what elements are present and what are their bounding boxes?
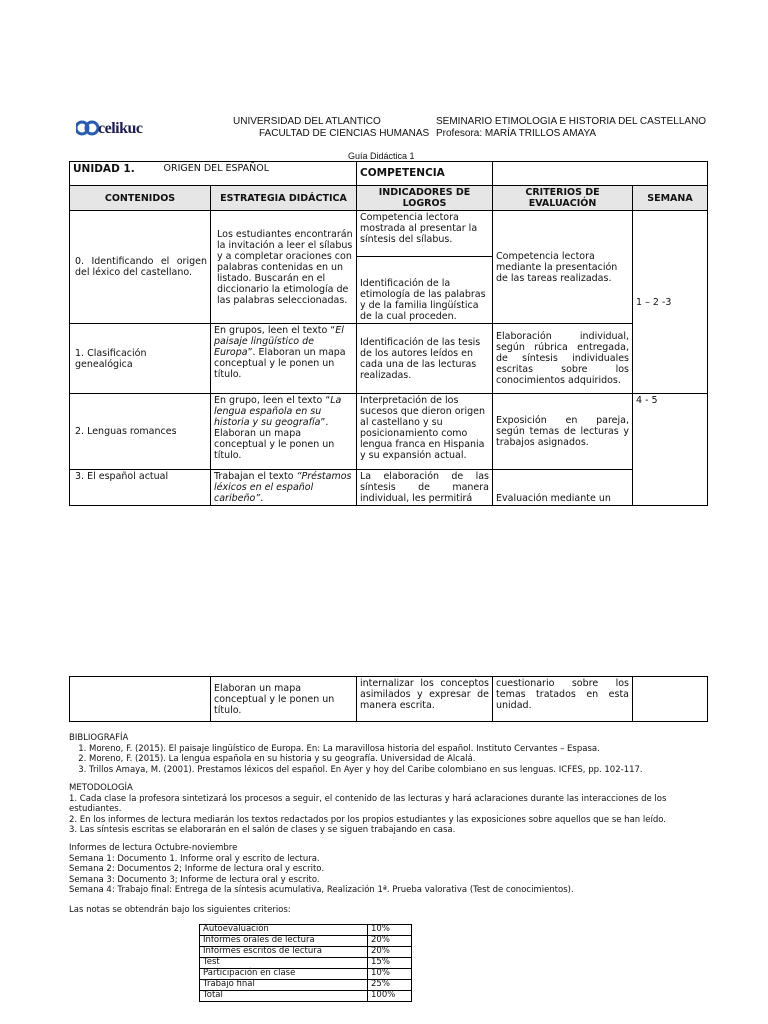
notas-intro: Las notas se obtendrán bajo los siguientes criterios: bbox=[69, 905, 291, 915]
grades-row bbox=[200, 925, 412, 936]
cont-estrategia: Elaboran un mapa conceptual y le ponen un título. bbox=[211, 677, 357, 722]
bibliografia-section bbox=[69, 733, 709, 775]
grade-criterion: Autoevaluación bbox=[200, 925, 368, 936]
row3-contenido: 3. El español actual bbox=[70, 470, 211, 506]
row0-semana: 1 – 2 -3 bbox=[633, 211, 708, 394]
informes-section bbox=[69, 843, 709, 896]
row0-criterio: Competencia lectora mediante la presentación de las tareas realizadas. bbox=[493, 211, 633, 324]
row2-criterio: Exposición en pareja, según temas de lecturas y trabajos asignados. bbox=[493, 394, 633, 470]
header-indicadores: INDICADORES DE LOGROS bbox=[357, 186, 493, 211]
header-estrategia: ESTRATEGIA DIDÁCTICA bbox=[211, 186, 357, 211]
grades-row bbox=[200, 936, 412, 947]
row0-estrategia: Los estudiantes encontrarán la invitación a leer el sílabus y a completar oraciones con palabras contenidas en un listado. Buscarán en el diccionario la etimología de las palabras seleccionadas. bbox=[211, 211, 357, 324]
grade-criterion: Informes orales de lectura bbox=[200, 936, 368, 947]
metodologia-title: METODOLOGÍA bbox=[69, 783, 133, 793]
grade-criterion: Informes escritos de lectura bbox=[200, 947, 368, 958]
grade-criterion: Trabajo final bbox=[200, 980, 368, 991]
bibliografia-item: 2. Moreno, F. (2015). La lengua española en su historia y su geografía. Universidad de Alcalá. bbox=[89, 754, 709, 765]
informes-item: Semana 3: Documento 3; Informe de lectura oral y escrito. bbox=[69, 874, 320, 885]
grade-percent: 25% bbox=[368, 980, 412, 991]
grades-table bbox=[199, 924, 412, 1002]
university-name: UNIVERSIDAD DEL ATLANTICO bbox=[233, 116, 381, 127]
cont-semana bbox=[633, 677, 708, 722]
grade-percent: 20% bbox=[368, 947, 412, 958]
informes-item: Semana 2: Documentos 2; Informe de lectura oral y escrito. bbox=[69, 864, 325, 874]
informes-title: Informes de lectura Octubre-noviembre bbox=[69, 843, 238, 853]
competencia-value bbox=[493, 162, 708, 186]
grades-row bbox=[200, 980, 412, 991]
bibliografia-item: 3. Trillos Amaya, M. (2001). Prestamos léxicos del español. En Ayer y hoy del Caribe colombiano en sus lenguas. ICFES, pp. 102-117. bbox=[89, 765, 709, 776]
grade-criterion: Participación en clase bbox=[200, 969, 368, 980]
header-contenidos: CONTENIDOS bbox=[70, 186, 211, 211]
header-semana: SEMANA bbox=[633, 186, 708, 211]
grade-percent: 10% bbox=[368, 969, 412, 980]
row1-criterio: Elaboración individual, según rúbrica entregada, de síntesis individuales escritas sobre los conocimientos adquiridos. bbox=[493, 324, 633, 394]
teacher-name: Profesora: MARÍA TRILLOS AMAYA bbox=[436, 128, 597, 139]
row0-indicador-b: Identificación de la etimología de las palabras y de la familia lingüística de la cual proceden. bbox=[357, 257, 493, 324]
grades-row bbox=[200, 991, 412, 1002]
row3-indicador: La elaboración de las síntesis de manera individual, les permitirá bbox=[357, 470, 493, 506]
row3-estrategia: Trabajan el texto “Préstamos léxicos en el español caribeño”. bbox=[211, 470, 357, 506]
grades-row bbox=[200, 969, 412, 980]
grade-criterion: Total bbox=[200, 991, 368, 1002]
competencia-label: COMPETENCIA bbox=[357, 162, 493, 186]
bibliografia-title: BIBLIOGRAFÍA bbox=[69, 733, 129, 743]
row3-criterio: Evaluación mediante un bbox=[493, 470, 633, 506]
row1-contenido: 1. Clasificación genealógica bbox=[70, 324, 211, 394]
cont-indicador: internalizar los conceptos asimilados y expresar de manera escrita. bbox=[357, 677, 493, 722]
grades-row bbox=[200, 947, 412, 958]
grade-criterion: Test bbox=[200, 958, 368, 969]
row2-estrategia: En grupo, leen el texto “La lengua española en su historia y su geografía”. Elaboran un mapa conceptual y le ponen un título. bbox=[211, 394, 357, 470]
row1-indicador: Identificación de las tesis de los autores leídos en cada una de las lecturas realizadas. bbox=[357, 324, 493, 394]
row2-semana: 4 - 5 bbox=[633, 394, 708, 506]
unidad-label: UNIDAD 1. bbox=[70, 162, 211, 186]
guide-title: Guía Didáctica 1 bbox=[348, 151, 415, 161]
grade-percent: 20% bbox=[368, 936, 412, 947]
metodologia-section bbox=[69, 783, 699, 836]
metodologia-item: 2. En los informes de lectura mediarán los textos redactados por los propios estudiantes y las exposiciones sobre aquellos que se han leído. bbox=[69, 814, 666, 825]
grades-row bbox=[200, 958, 412, 969]
cont-contenido bbox=[70, 677, 211, 722]
grade-percent: 100% bbox=[368, 991, 412, 1002]
unidad-value: ORIGEN DEL ESPAÑOL bbox=[156, 162, 302, 186]
guide-table bbox=[69, 161, 708, 506]
informes-item: Semana 4: Trabajo final: Entrega de la síntesis acumulativa, Realización 1ª. Prueba valorativa (Test de conocimientos). bbox=[69, 885, 574, 895]
bibliografia-item: 1. Moreno, F. (2015). El paisaje lingüístico de Europa. En: La maravillosa historia del español. Instituto Cervantes – Espasa. bbox=[89, 744, 709, 755]
logo-text: celikuc bbox=[98, 120, 143, 137]
seminar-title: SEMINARIO ETIMOLOGIA E HISTORIA DEL CASTELLANO bbox=[436, 116, 707, 127]
logo-mark-icon bbox=[76, 120, 100, 136]
celikuc-logo bbox=[76, 120, 191, 138]
row2-indicador: Interpretación de los sucesos que dieron origen al castellano y su posicionamiento como lengua franca en Hispania y su expansión actual. bbox=[357, 394, 493, 470]
row0-indicador-a: Competencia lectora mostrada al presentar la síntesis del sílabus. bbox=[357, 211, 493, 257]
row1-estrategia: En grupos, leen el texto “El paisaje lingüístico de Europa”. Elaboran un mapa conceptual y le ponen un título. bbox=[211, 324, 357, 394]
metodologia-item: 1. Cada clase la profesora sintetizará los procesos a seguir, el contenido de las lecturas y hará aclaraciones durante las interacciones de los estudiantes. bbox=[69, 793, 667, 814]
header-criterios: CRITERIOS DE EVALUACIÓN bbox=[493, 186, 633, 211]
row2-contenido: 2. Lenguas romances bbox=[70, 394, 211, 470]
metodologia-item: 3. Las síntesis escritas se elaborarán en el salón de clases y se siguen trabajando en casa. bbox=[69, 825, 456, 835]
cont-criterio: cuestionario sobre los temas tratados en esta unidad. bbox=[493, 677, 633, 722]
grade-percent: 10% bbox=[368, 925, 412, 936]
informes-item: Semana 1: Documento 1. Informe oral y escrito de lectura. bbox=[69, 853, 320, 864]
grade-percent: 15% bbox=[368, 958, 412, 969]
guide-table-continuation bbox=[69, 676, 708, 722]
faculty-name: FACULTAD DE CIENCIAS HUMANAS bbox=[259, 128, 430, 139]
bibliografia-list bbox=[69, 744, 709, 776]
row0-contenido: 0. Identificando el origen del léxico del castellano. bbox=[70, 211, 211, 324]
